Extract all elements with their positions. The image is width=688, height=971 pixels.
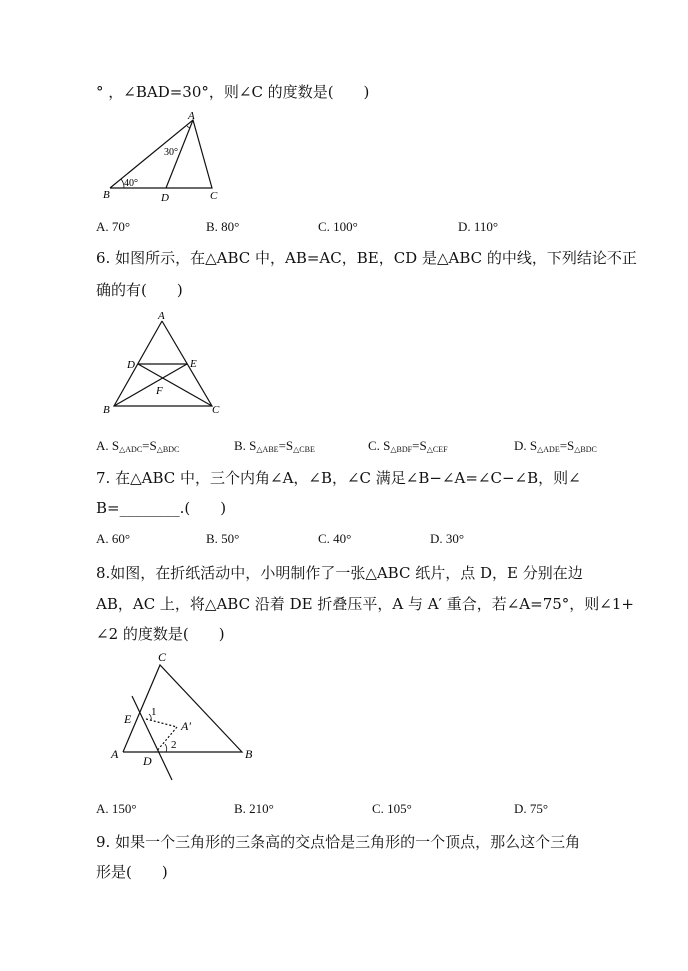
q6-stem-line2: 确的有( ) xyxy=(96,281,183,299)
q8-label-C: C xyxy=(158,650,167,664)
q6-option-d[interactable]: D. $S_{\triangle ADE}=S_{\triangle BDC}$ xyxy=(514,438,597,454)
q7-stem-line2: B=________.( ) xyxy=(96,499,227,517)
q6-option-b[interactable]: B. $S_{\triangle ABE}=S_{\triangle CBE}$ xyxy=(234,438,315,454)
q8-option-b[interactable]: B. 210° xyxy=(234,801,274,816)
q6-label-F: F xyxy=(156,385,163,397)
q6-figure xyxy=(100,310,225,420)
q8-option-a[interactable]: A. 150° xyxy=(96,801,137,816)
q5-label-D: D xyxy=(161,192,169,204)
q6-label-B: B xyxy=(103,404,110,416)
q8-label-B: B xyxy=(245,747,253,761)
q9-stem-line1: 9. 如果一个三角形的三条高的交点恰是三角形的一个顶点，那么这个三角 xyxy=(96,833,581,851)
q6-option-c[interactable]: C. $S_{\triangle BDF}=S_{\triangle CEF}$ xyxy=(368,438,448,454)
q8-stem-line1: 8.如图，在折纸活动中，小明制作了一张△ABC 纸片，点 D，E 分别在边 xyxy=(96,564,583,582)
q8-option-d[interactable]: D. 75° xyxy=(514,801,549,816)
q6-option-a[interactable]: A. $S_{\triangle ADC}=S_{\triangle BDC}$ xyxy=(96,438,180,454)
q5-option-b[interactable]: B. 80° xyxy=(206,219,240,234)
q5-angle-A: 30° xyxy=(164,147,178,158)
q5-option-d[interactable]: D. 110° xyxy=(458,219,499,234)
q5-label-C: C xyxy=(210,190,218,202)
q7-option-d[interactable]: D. 30° xyxy=(430,531,465,546)
q5-figure xyxy=(100,112,230,204)
q7-option-c[interactable]: C. 40° xyxy=(318,531,352,546)
q5-label-B: B xyxy=(103,189,110,201)
q7-option-a[interactable]: A. 60° xyxy=(96,531,131,546)
q6-stem-line1: 6. 如图所示，在△ABC 中，AB=AC，BE，CD 是△ABC 的中线，下列结论不正 xyxy=(96,249,637,267)
q8-label-A-prime: A′ xyxy=(181,719,191,733)
q5-angle-B: 40° xyxy=(124,178,138,189)
q8-stem-line2: AB，AC 上，将△ABC 沿着 DE 折叠压平，A 与 A′ 重合，若∠A=75°，则∠1+ xyxy=(96,595,634,613)
q6-label-C: C xyxy=(212,404,220,416)
q8-label-one: 1 xyxy=(151,706,157,718)
q8-label-E: E xyxy=(124,712,132,726)
q8-label-D: D xyxy=(143,754,152,768)
q9-stem-line2: 形是( ) xyxy=(96,863,168,881)
q6-label-A: A xyxy=(158,310,165,322)
q7-stem-line1: 7. 在△ABC 中，三个内角∠A，∠B，∠C 满足∠B−∠A=∠C−∠B，则∠ xyxy=(96,469,581,487)
q5-label-A: A xyxy=(188,110,195,122)
q8-stem-line3: ∠2 的度数是( ) xyxy=(96,625,225,643)
q5-option-c[interactable]: C. 100° xyxy=(318,219,358,234)
q8-figure xyxy=(105,648,265,788)
q8-label-A: A xyxy=(111,747,119,761)
q8-label-two: 2 xyxy=(171,739,177,751)
q5-option-a[interactable]: A. 70° xyxy=(96,219,131,234)
q5-stem: ° ，∠BAD=30°，则∠C 的度数是( ) xyxy=(96,83,370,101)
q8-option-c[interactable]: C. 105° xyxy=(372,801,412,816)
q7-option-b[interactable]: B. 50° xyxy=(206,531,240,546)
q6-label-D: D xyxy=(127,359,135,371)
q6-label-E: E xyxy=(190,358,197,370)
